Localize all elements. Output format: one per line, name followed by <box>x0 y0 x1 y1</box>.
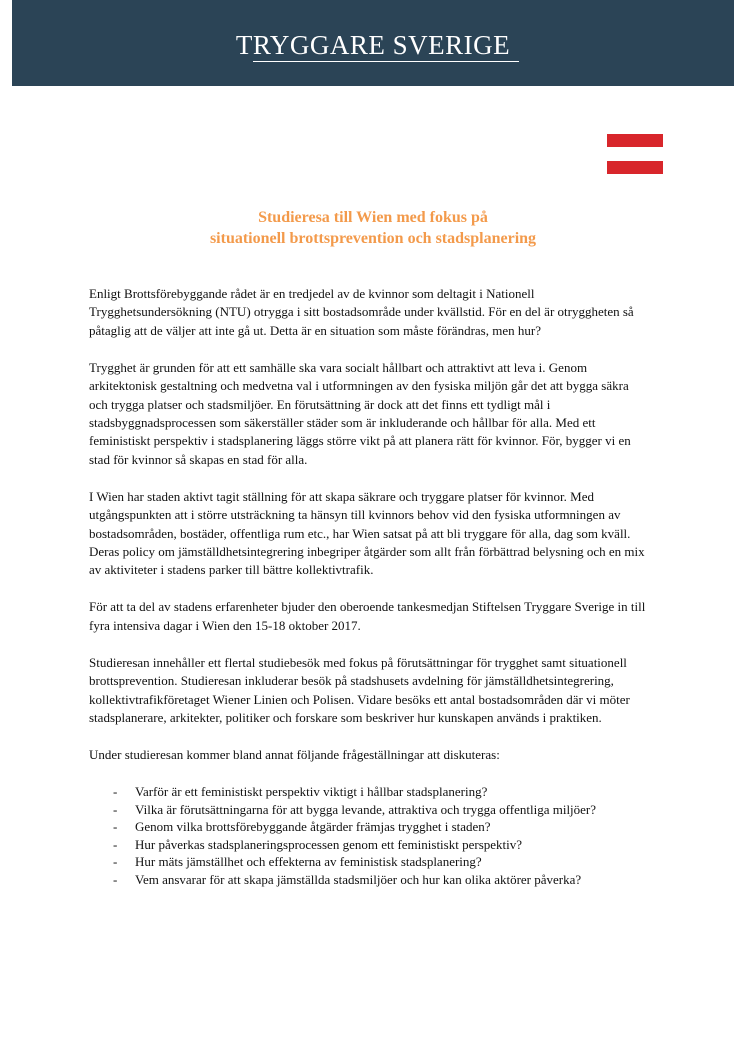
paragraph-vienna: I Wien har staden aktivt tagit ställning för att skapa säkrare och tryggare platser för kvinnor. Med utgångspunkten att i större utsträckning ta hänsyn till kvinnors behov vid den fysiska utformningen av bostadsområden, bostäder, offentliga rum etc., har Wien satsat på att bli tryggare för alla, dag som kväll. Deras policy om jämställdhetsintegrering inbegriper åtgärder som allt från förbättrad belysning och en mix av aktiviteter i stadens parker till bättre kollektivtrafik. <box>89 488 645 578</box>
list-item-text: Vilka är förutsättningarna för att bygga levande, attraktiva och trygga offentliga miljöer? <box>135 801 597 817</box>
flag-stripe-middle <box>607 147 663 161</box>
list-item-text: Vem ansvarar för att skapa jämställda stadsmiljöer och hur kan olika aktörer påverka? <box>135 872 582 888</box>
brand-underline <box>253 61 519 62</box>
document-title <box>0 207 746 249</box>
header-banner <box>12 0 734 86</box>
bullet-dash: - <box>113 836 118 852</box>
paragraph-intro: Enligt Brottsförebyggande rådet är en tredjedel av de kvinnor som deltagit i Nationell Trygghetsundersökning (NTU) otrygga i sitt bostadsområde under kvällstid. För en del är otryggheten så påtaglig att de väljer att inte gå ut. Detta är en situation som måste förändras, men hur? <box>89 286 634 338</box>
paragraph-invitation: För att ta del av stadens erfarenheter bjuder den oberoende tankesmedjan Stiftelsen Tryggare Sverige in till fyra intensiva dagar i Wien den 15-18 oktober 2017. <box>89 599 646 633</box>
title-line-2: situationell brottsprevention och stadsplanering <box>209 230 537 247</box>
austria-flag-icon <box>607 134 663 174</box>
brand-logo: TRYGGARE SVERIGE <box>235 30 511 60</box>
list-item-text: Hur påverkas stadsplaneringsprocessen genom ett feministiskt perspektiv? <box>135 836 523 852</box>
list-item <box>89 818 649 836</box>
flag-stripe-bottom <box>607 161 663 174</box>
bullet-dash: - <box>113 872 118 888</box>
list-item <box>89 836 649 854</box>
title-line-1: Studieresa till Wien med fokus på <box>258 209 488 226</box>
document-body <box>89 285 649 889</box>
question-list <box>89 783 649 889</box>
list-item-text: Varför är ett feministiskt perspektiv viktigt i hållbar stadsplanering? <box>135 784 488 800</box>
bullet-dash: - <box>113 801 118 817</box>
bullet-dash: - <box>113 784 118 800</box>
list-item <box>89 871 649 889</box>
paragraph-questions-intro: Under studieresan kommer bland annat följande frågeställningar att diskuteras: <box>89 747 500 763</box>
list-item <box>89 853 649 871</box>
paragraph-program: Studieresan innehåller ett flertal studiebesök med fokus på förutsättningar för trygghet samt situationell brottsprevention. Studieresan inkluderar besök på stadshusets avdelning för jämställdhetsintegrering, kollektivtrafikföretaget Wiener Linien och Polisen. Vidare besöks ett antal bostadsområden där vi möter stadsplanerare, arkitekter, politiker och forskare som beskriver hur kunskapen används i praktiken. <box>89 654 630 726</box>
list-item <box>89 801 649 819</box>
paragraph-safety: Trygghet är grunden för att ett samhälle ska vara socialt hållbart och attraktivt att leva i. Genom arkitektonisk gestaltning och medvetna val i utformningen av den fysiska miljön går det att bygga säkra och trygga platser och stadsmiljöer. En förutsättning är dock att det finns ett tydligt mål i stadsbyggnadsprocessen som säkerställer städer som är inkluderande och hållbar för alla. Med ett feministiskt perspektiv i stadsplanering läggs större vikt på att planera rätt för kvinnor. För, bygger vi en stad för kvinnor så skapas en stad för alla. <box>89 359 631 467</box>
bullet-dash: - <box>113 819 118 835</box>
list-item-text: Hur mäts jämställhet och effekterna av feministisk stadsplanering? <box>135 854 482 870</box>
bullet-dash: - <box>113 854 118 870</box>
flag-stripe-top <box>607 134 663 147</box>
list-item <box>89 783 649 801</box>
list-item-text: Genom vilka brottsförebyggande åtgärder främjas trygghet i staden? <box>135 819 491 835</box>
